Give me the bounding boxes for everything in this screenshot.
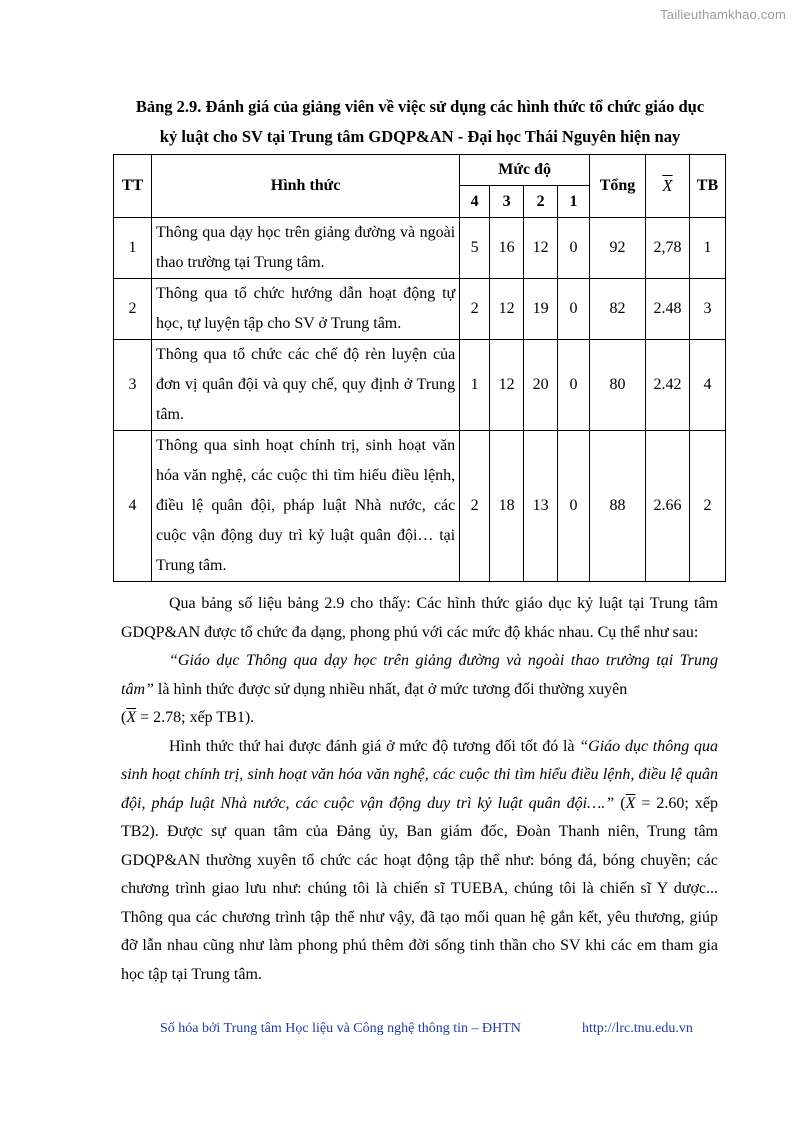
cell-level-4: 5 [460, 218, 490, 279]
cell-tt: 4 [114, 431, 152, 582]
footer-credit: Số hóa bởi Trung tâm Học liệu và Công nghệ thông tin – ĐHTN [160, 1021, 521, 1036]
cell-level-4: 2 [460, 431, 490, 582]
cell-level-2: 19 [524, 279, 558, 340]
header-hinh-thuc: Hình thức [151, 155, 459, 218]
cell-tt: 2 [114, 279, 152, 340]
footer-link[interactable]: http://lrc.tnu.edu.vn [582, 1021, 693, 1036]
cell-mean: 2.42 [645, 340, 689, 431]
paragraph-3-rest: = 2.60; xếp TB2). Được sự quan tâm của Đảng ủy, Ban giám đốc, Đoàn Thanh niên, Trung tâm GDQP&AN thường xuyên tổ chức các hoạt động tập thể như: bóng đá, bóng chuyền; các chương trình giao lưu như: chúng tôi là chiến sĩ TUEBA, chúng tôi là chiến sĩ Y dược... Thông qua các chương trình tập thể như vậy, đã tạo mối quan hệ gắn kết, yêu thương, giúp đỡ lẫn nhau cũng như làm phong phú thêm đời sống tinh thần cho SV khi các em tham gia học tập tại Trung tâm. [121, 794, 719, 983]
table-row [114, 279, 726, 340]
header-level-4: 4 [460, 186, 490, 218]
paragraph-2-text: là hình thức được sử dụng nhiều nhất, đạt ở mức tương đối thường xuyên [153, 680, 628, 698]
cell-level-2: 12 [524, 218, 558, 279]
cell-tong: 88 [590, 431, 646, 582]
cell-level-1: 0 [558, 279, 590, 340]
header-tb: TB [689, 155, 725, 218]
header-level-1: 1 [558, 186, 590, 218]
watermark: Tailieuthamkhao.com [660, 7, 786, 22]
cell-level-3: 18 [490, 431, 524, 582]
cell-mean: 2.66 [645, 431, 689, 582]
cell-tb: 2 [689, 431, 725, 582]
mean-symbol: $\overline{X}$ [662, 176, 673, 195]
cell-level-3: 12 [490, 279, 524, 340]
header-level-3: 3 [490, 186, 524, 218]
cell-tt: 3 [114, 340, 152, 431]
cell-tong: 82 [590, 279, 646, 340]
body-text [121, 590, 718, 989]
header-mean [645, 155, 689, 218]
paren-open: ( [121, 709, 127, 726]
cell-tb: 1 [689, 218, 725, 279]
mean-symbol: $\overline{X}$ [625, 794, 636, 812]
quote-1: “Giáo dục Thông qua dạy học trên giảng đường và ngoài thao trường tại Trung tâm” [121, 652, 718, 698]
cell-hinh-thuc: Thông qua sinh hoạt chính trị, sinh hoạt văn hóa văn nghệ, các cuộc thi tìm hiểu điều lệnh, điều lệ quân đội, pháp luật Nhà nước, các cuộc vận động duy trì kỷ luật quân đội… tại Trung tâm. [151, 431, 459, 582]
table-row [114, 431, 726, 582]
cell-level-1: 0 [558, 340, 590, 431]
table-row [114, 218, 726, 279]
cell-tong: 80 [590, 340, 646, 431]
cell-tt: 1 [114, 218, 152, 279]
caption-line-1: Bảng 2.9. Đánh giá của giảng viên về việc sử dụng các hình thức tổ chức giáo dục [135, 97, 705, 116]
paren-open: ( [614, 794, 626, 812]
cell-level-1: 0 [558, 431, 590, 582]
cell-level-1: 0 [558, 218, 590, 279]
mean-symbol: $\overline{X}$ [126, 709, 137, 726]
paragraph-1: Qua bảng số liệu bảng 2.9 cho thấy: Các hình thức giáo dục kỷ luật tại Trung tâm GDQP&AN được tổ chức đa dạng, phong phú với các mức độ khác nhau. Cụ thể như sau: [121, 595, 718, 641]
header-level-2: 2 [524, 186, 558, 218]
cell-tb: 3 [689, 279, 725, 340]
paragraph-2 [121, 647, 718, 733]
cell-level-3: 16 [490, 218, 524, 279]
cell-tb: 4 [689, 340, 725, 431]
cell-hinh-thuc: Thông qua tổ chức các chế độ rèn luyện của đơn vị quân đội và quy chế, quy định ở Trung tâm. [151, 340, 459, 431]
cell-tong: 92 [590, 218, 646, 279]
cell-level-3: 12 [490, 340, 524, 431]
cell-mean: 2,78 [645, 218, 689, 279]
caption-line-2: kỷ luật cho SV tại Trung tâm GDQP&AN - Đại học Thái Nguyên hiện nay [159, 127, 681, 146]
quote-2: “Giáo dục thông qua sinh hoạt chính trị, sinh hoạt văn hóa văn nghệ, các cuộc thi tìm hiểu điều lệnh, điều lệ quân đội, pháp luật Nhà nước, các cuộc vận động duy trì kỷ luật quân đội….” [121, 737, 718, 812]
cell-hinh-thuc: Thông qua tổ chức hướng dẫn hoạt động tự học, tự luyện tập cho SV ở Trung tâm. [151, 279, 459, 340]
header-tong: Tổng [590, 155, 646, 218]
cell-level-2: 20 [524, 340, 558, 431]
table-row [114, 340, 726, 431]
cell-mean: 2.48 [645, 279, 689, 340]
paragraph-2-tail: = 2.78; xếp TB1). [136, 709, 255, 726]
cell-level-4: 1 [460, 340, 490, 431]
cell-level-2: 13 [524, 431, 558, 582]
cell-level-4: 2 [460, 279, 490, 340]
table-caption [110, 92, 730, 152]
paragraph-3 [121, 733, 718, 990]
cell-hinh-thuc: Thông qua dạy học trên giảng đường và ngoài thao trường tại Trung tâm. [151, 218, 459, 279]
header-muc-do: Mức độ [460, 155, 590, 186]
header-tt: TT [114, 155, 152, 218]
paragraph-3-start: Hình thức thứ hai được đánh giá ở mức độ tương đối tốt đó là [169, 737, 580, 755]
evaluation-table [113, 154, 726, 582]
